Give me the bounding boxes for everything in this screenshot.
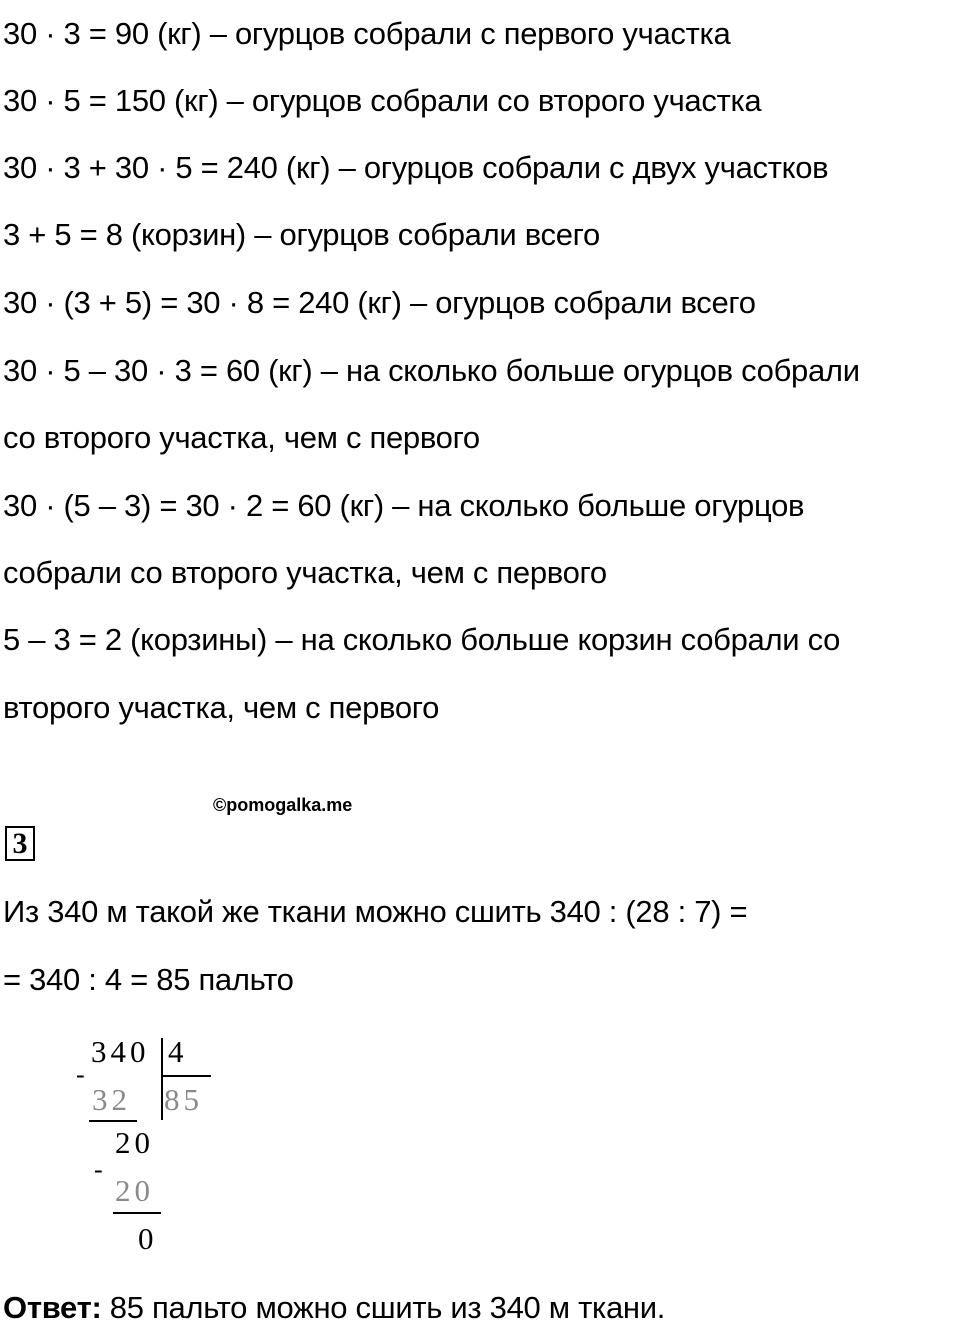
task-line-2: = 340 : 4 = 85 пальто — [3, 962, 294, 997]
solution-line-4: 3 + 5 = 8 (корзин) – огурцов собрали всего — [3, 217, 600, 252]
solution-line-9: собрали со второго участка, чем с первого — [3, 555, 607, 590]
watermark: ©pomogalka.me — [213, 795, 353, 815]
subtraction-line-1 — [89, 1120, 137, 1122]
solution-line-6: 30 · 5 – 30 · 3 = 60 (кг) – на сколько больше огурцов собрали — [3, 353, 860, 388]
solution-line-11: второго участка, чем с первого — [3, 690, 440, 725]
quotient: 85 — [164, 1082, 203, 1117]
task-line-1: Из 340 м такой же ткани можно сшить 340 : (28 : 7) = — [3, 894, 748, 929]
solution-line-2: 30 · 5 = 150 (кг) – огурцов собрали со второго участка — [3, 83, 762, 118]
subtraction-line-2 — [113, 1212, 161, 1214]
divisor: 4 — [168, 1034, 188, 1069]
division-vertical-line — [161, 1038, 163, 1120]
task-number: 3 — [5, 826, 35, 861]
dividend: 340 — [91, 1034, 150, 1069]
solution-line-10: 5 – 3 = 2 (корзины) – на сколько больше корзин собрали со — [3, 622, 841, 657]
minus-sign-1: - — [76, 1060, 85, 1089]
answer-line — [3, 1288, 665, 1328]
answer-label: Ответ: — [3, 1290, 102, 1325]
minus-sign-2: - — [94, 1155, 103, 1184]
division-divisor-underline — [161, 1075, 211, 1077]
subtrahend-2: 20 — [115, 1173, 154, 1208]
solution-line-8: 30 · (5 – 3) = 30 · 2 = 60 (кг) – на сколько больше огурцов — [3, 488, 805, 523]
solution-line-3: 30 · 3 + 30 · 5 = 240 (кг) – огурцов собрали с двух участков — [3, 150, 829, 185]
solution-line-1: 30 · 3 = 90 (кг) – огурцов собрали с первого участка — [3, 16, 731, 51]
subtrahend-1: 32 — [92, 1082, 131, 1117]
solution-line-5: 30 · (3 + 5) = 30 · 8 = 240 (кг) – огурцов собрали всего — [3, 285, 756, 320]
remainder-1: 20 — [115, 1125, 154, 1160]
final-remainder: 0 — [138, 1221, 158, 1256]
answer-text: 85 пальто можно сшить из 340 м ткани. — [101, 1290, 666, 1325]
solution-line-7: со второго участка, чем с первого — [3, 420, 480, 455]
